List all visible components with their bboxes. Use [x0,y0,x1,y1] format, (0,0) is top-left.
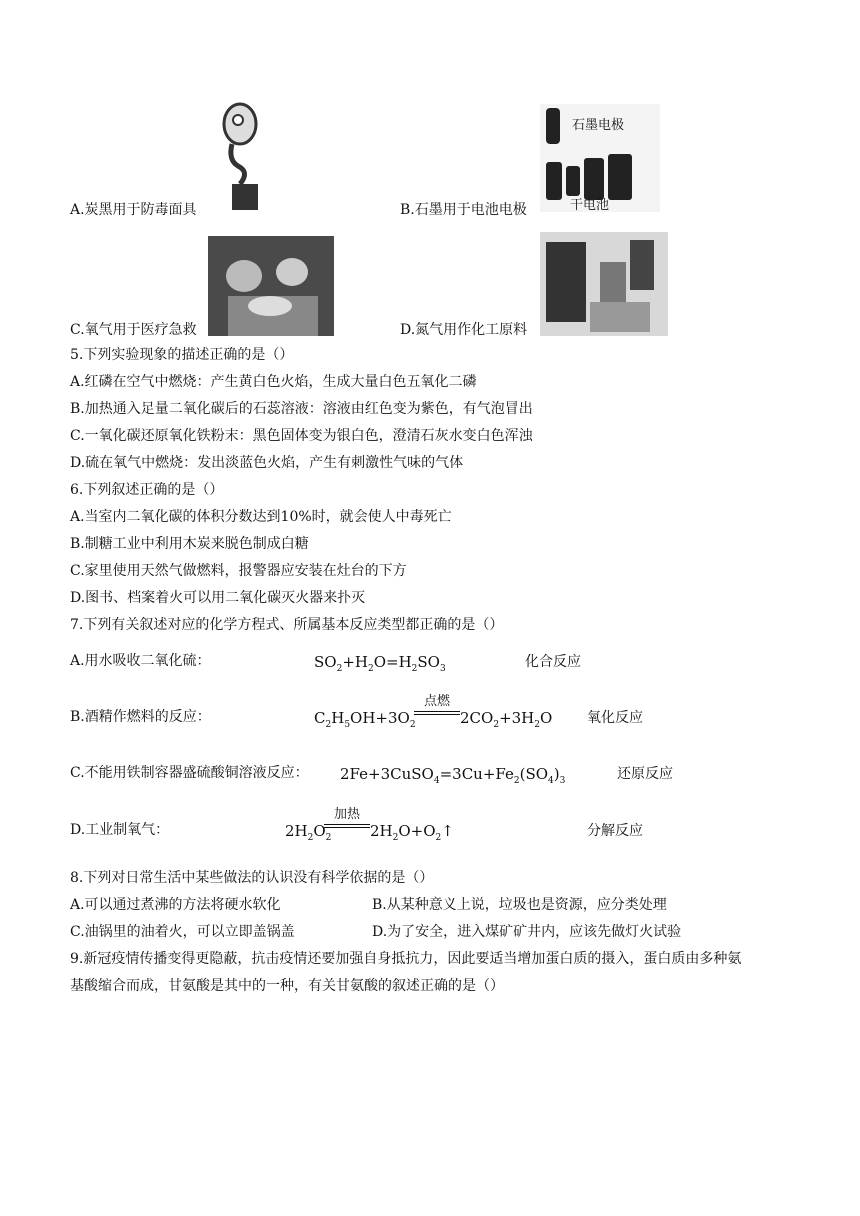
q9-stem-line2: 基酸缩合而成，甘氨酸是其中的一种，有关甘氨酸的叙述正确的是（） [70,978,504,994]
q5-option-b: B.加热通入足量二氧化碳后的石蕊溶液：溶液由红色变为紫色，有气泡冒出 [70,401,533,417]
battery-electrode-image [540,104,660,212]
q7-a-label: A.用水吸收二氧化硫： [70,653,211,669]
q4-option-b: B.石墨用于电池电极 [400,202,527,218]
q7-b-condition: 点燃 [423,694,450,709]
q8-option-c: C.油锅里的油着火，可以立即盖锅盖 [70,924,295,940]
q6-option-a: A.当室内二氧化碳的体积分数达到10%时，就会使人中毒死亡 [70,509,452,525]
q7-d-type: 分解反应 [587,823,643,839]
q9-stem-line1: 9.新冠疫情传播变得更隐蔽，抗击疫情还要加强自身抵抗力，因此要适当增加蛋白质的摄入，蛋白质由多种氨 [70,951,742,967]
q4-option-a: A.炭黑用于防毒面具 [70,202,197,218]
q7-a-type: 化合反应 [525,654,581,670]
q6-option-b: B.制糖工业中利用木炭来脱色制成白糖 [70,536,309,552]
q5-option-c: C.一氧化碳还原氧化铁粉末：黑色固体变为银白色，澄清石灰水变白色浑浊 [70,428,533,444]
q8-option-a: A.可以通过煮沸的方法将硬水软化 [70,897,281,913]
q7-a-equation: $SO_2+H_2O=H_2SO_3$ [314,653,446,674]
chemical-plant-image [540,232,668,336]
q5-stem: 5.下列实验现象的描述正确的是（） [70,347,294,363]
graphite-electrode-label: 石墨电极 [572,118,625,133]
q7-b-type: 氧化反应 [587,710,643,726]
q5-option-a: A.红磷在空气中燃烧：产生黄白色火焰，生成大量白色五氧化二磷 [70,374,477,390]
q8-option-b: B.从某种意义上说，垃圾也是资源，应分类处理 [372,897,667,913]
q7-d-equals-sign [324,824,370,828]
q7-b-equation-left: $C_2H_5OH+3O_2$ [314,709,416,730]
q7-c-type: 还原反应 [617,766,673,782]
q7-d-equation-right: $2H_2O+O_2↑$ [370,822,454,843]
q7-d-equation-left: $2H_2O_2$ [285,822,332,843]
q4-option-c: C.氧气用于医疗急救 [70,322,197,338]
q6-option-c: C.家里使用天然气做燃料，报警器应安装在灶台的下方 [70,563,407,579]
q8-option-d: D.为了安全，进入煤矿矿井内，应该先做灯火试验 [372,924,682,940]
q7-c-label: C.不能用铁制容器盛硫酸铜溶液反应： [70,765,309,781]
q6-stem: 6.下列叙述正确的是（） [70,482,224,498]
q7-c-equation: $2Fe+3CuSO_4=3Cu+Fe_2(SO_4)_3$ [340,765,566,786]
q4-option-d: D.氮气用作化工原料 [400,322,528,338]
q8-stem: 8.下列对日常生活中某些做法的认识没有科学依据的是（） [70,870,434,886]
medical-oxygen-image [208,236,334,336]
q7-d-label: D.工业制氧气： [70,822,170,838]
q6-option-d: D.图书、档案着火可以用二氧化碳灭火器来扑灭 [70,590,366,606]
q5-option-d: D.硫在氧气中燃烧：发出淡蓝色火焰，产生有刺激性气味的气体 [70,455,464,471]
dry-battery-label: 干电池 [570,198,610,212]
q7-stem: 7.下列有关叙述对应的化学方程式、所属基本反应类型都正确的是（） [70,617,504,633]
q7-b-label: B.酒精作燃料的反应： [70,709,211,725]
q7-b-equation-right: $2CO_2+3H_2O$ [460,709,553,730]
gas-mask-image [210,100,270,212]
q7-b-equals-sign [414,711,460,715]
q7-d-condition: 加热 [333,807,360,822]
